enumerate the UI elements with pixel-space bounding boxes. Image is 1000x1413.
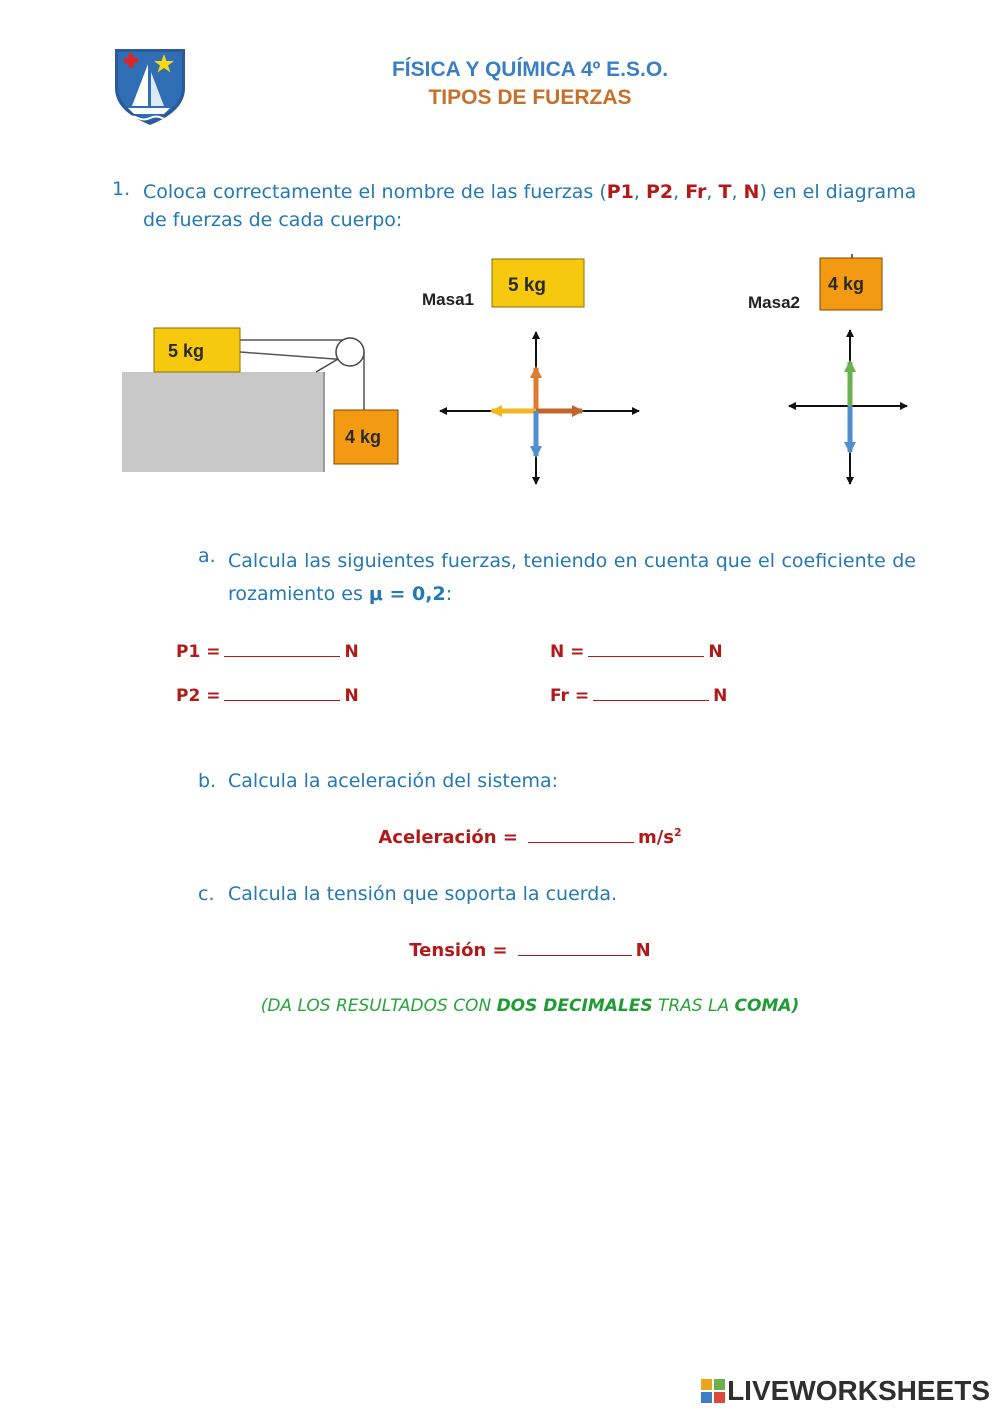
answer-p2-label: P2 = — [176, 686, 221, 706]
masa2-label: Masa2 — [748, 293, 800, 312]
force-label-n: N — [743, 181, 760, 203]
answer-acceleration-label: Aceleración = — [378, 827, 518, 848]
answer-acceleration-unit-exponent: 2 — [673, 826, 682, 839]
answer-n-unit: N — [708, 642, 723, 662]
answer-tension-input[interactable] — [518, 941, 632, 956]
liveworksheets-text: LIVEWORKSHEETS — [727, 1375, 990, 1406]
pulley-system-diagram — [118, 320, 408, 480]
force-label-t: T — [718, 181, 732, 203]
part-c-text: Calcula la tensión que soporta la cuerda. — [228, 883, 618, 905]
answer-p1-unit: N — [344, 642, 359, 662]
answer-tension-unit: N — [635, 940, 651, 961]
page-title: FÍSICA Y QUÍMICA 4º E.S.O. — [391, 58, 669, 81]
part-b-text: Calcula la aceleración del sistema: — [228, 770, 559, 792]
masa1-block-label: 5 kg — [508, 275, 547, 296]
answer-p1-label: P1 = — [176, 642, 221, 662]
question-number: 1. — [112, 178, 131, 200]
answer-p1 — [176, 642, 359, 662]
note-part-2: TRAS LA — [652, 996, 735, 1016]
note-part-1: (DA LOS RESULTADOS CON — [260, 996, 497, 1016]
answer-p1-input[interactable] — [224, 642, 340, 657]
masa2-block-label: 4 kg — [828, 274, 865, 294]
answer-fr-label: Fr = — [550, 686, 590, 706]
separator: , — [706, 181, 719, 203]
liveworksheets-watermark — [701, 1375, 990, 1407]
separator: , — [673, 181, 686, 203]
force-label-p2: P2 — [645, 181, 674, 203]
part-a-statement: Calcula las siguientes fuerzas, teniendo en cuenta que el coeficiente de rozamiento es — [228, 550, 916, 605]
part-a-colon: : — [445, 583, 453, 605]
note-emphasis-decimals: DOS DECIMALES — [496, 996, 653, 1016]
part-c-label: c. — [198, 883, 215, 905]
answer-n — [550, 642, 723, 662]
masa1-label: Masa1 — [422, 290, 474, 309]
force-label-p1: P1 — [606, 181, 634, 203]
table — [122, 372, 324, 472]
answer-tension-label: Tensión = — [409, 940, 508, 961]
question-text — [143, 178, 918, 234]
answer-fr — [550, 686, 727, 706]
part-b-label: b. — [198, 770, 217, 792]
answer-acceleration-input[interactable] — [528, 828, 634, 843]
pulley — [336, 338, 364, 366]
separator: , — [633, 181, 646, 203]
answer-acceleration — [200, 826, 860, 848]
mu-value: μ = 0,2 — [368, 583, 446, 605]
page-subtitle: TIPOS DE FUERZAS — [428, 86, 632, 109]
answer-tension — [200, 940, 860, 961]
instructions-note — [150, 996, 910, 1016]
answer-n-label: N = — [550, 642, 585, 662]
masa1-force-diagram — [436, 256, 646, 490]
block-4kg-label: 4 kg — [345, 427, 382, 447]
part-a-label: a. — [198, 545, 216, 567]
liveworksheets-logo-icon — [701, 1379, 725, 1403]
answer-n-input[interactable] — [588, 642, 704, 657]
school-crest-logo — [108, 42, 192, 128]
answer-p2-input[interactable] — [224, 686, 340, 701]
masa2-force-diagram — [786, 252, 912, 488]
answer-p2-unit: N — [344, 686, 359, 706]
answer-fr-unit: N — [713, 686, 728, 706]
answer-fr-input[interactable] — [593, 686, 709, 701]
answer-acceleration-unit: m/s — [637, 827, 674, 848]
question-text-start: Coloca correctamente el nombre de las fuerzas ( — [143, 181, 607, 203]
rope-lower — [240, 352, 348, 360]
answer-p2 — [176, 686, 359, 706]
force-label-fr: Fr — [685, 181, 707, 203]
separator: , — [731, 181, 744, 203]
note-emphasis-coma: COMA) — [734, 996, 800, 1016]
question-text-end: ) en el diagrama de fuerzas de cada cuerpo: — [143, 181, 917, 231]
part-a-text — [228, 545, 916, 611]
block-5kg-label: 5 kg — [168, 341, 205, 361]
